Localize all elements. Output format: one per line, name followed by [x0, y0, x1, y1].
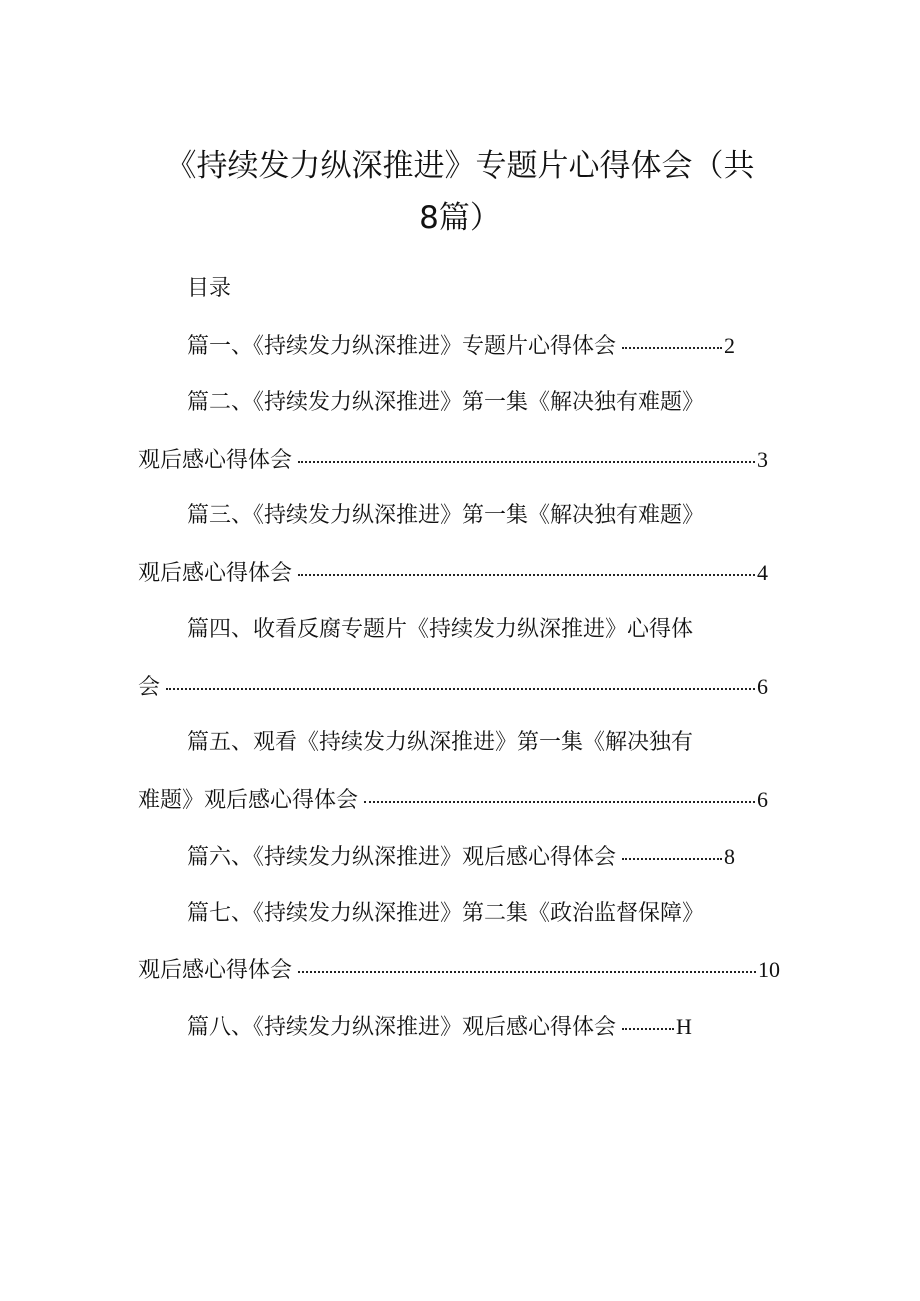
toc-page-number: 6 [757, 787, 768, 812]
toc-entry-1[interactable] [187, 329, 735, 364]
toc-entry-7-line-1[interactable]: 篇七、《持续发力纵深推进》第二集《政治监督保障》 [187, 901, 705, 926]
toc-leader-dots [166, 688, 755, 690]
toc-page-number: 2 [724, 333, 736, 358]
toc-page-number: 8 [724, 844, 736, 869]
toc-leader-dots [622, 858, 722, 860]
toc-entry-3[interactable] [138, 556, 768, 591]
toc-entry-text: 会 [138, 675, 161, 700]
toc-page-number: H [676, 1014, 692, 1039]
toc-entry-8[interactable] [187, 1010, 692, 1045]
toc-entry-text: 篇一、《持续发力纵深推进》专题片心得体会 [187, 334, 617, 359]
toc-page-number: 6 [757, 674, 768, 699]
toc-leader-dots [622, 1028, 674, 1030]
toc-entry-2[interactable] [138, 443, 768, 478]
title-line-2: 8篇） [419, 200, 501, 236]
toc-heading: 目录 [187, 276, 232, 301]
toc-entry-2-line-1[interactable]: 篇二、《持续发力纵深推进》第一集《解决独有难题》 [187, 390, 705, 415]
toc-entry-6[interactable] [187, 840, 735, 875]
toc-entry-text: 观后感心得体会 [138, 448, 293, 473]
document-title [140, 140, 780, 244]
toc-leader-dots [364, 801, 755, 803]
toc-entry-text: 篇六、《持续发力纵深推进》观后感心得体会 [187, 845, 617, 870]
toc-entry-text: 难题》观后感心得体会 [138, 788, 359, 813]
toc-page-number: 4 [757, 560, 768, 585]
toc-entry-4-line-1[interactable]: 篇四、收看反腐专题片《持续发力纵深推进》心得体 [187, 617, 694, 642]
toc-entry-3-line-1[interactable]: 篇三、《持续发力纵深推进》第一集《解决独有难题》 [187, 503, 705, 528]
toc-leader-dots [298, 971, 756, 973]
toc-leader-dots [622, 347, 722, 349]
toc-page-number: 3 [757, 447, 768, 472]
toc-entry-4[interactable] [138, 670, 768, 705]
title-line-1: 《持续发力纵深推进》专题片心得体会（共 [165, 148, 755, 184]
toc-entry-text: 观后感心得体会 [138, 958, 293, 983]
toc-entry-5[interactable] [138, 783, 768, 818]
toc-entry-7[interactable] [138, 953, 780, 988]
toc-entry-text: 观后感心得体会 [138, 561, 293, 586]
toc-leader-dots [298, 461, 755, 463]
toc-leader-dots [298, 574, 755, 576]
toc-page-number: 10 [758, 957, 780, 982]
toc-entry-text: 篇八、《持续发力纵深推进》观后感心得体会 [187, 1015, 617, 1040]
toc-entry-5-line-1[interactable]: 篇五、观看《持续发力纵深推进》第一集《解决独有 [187, 730, 694, 755]
